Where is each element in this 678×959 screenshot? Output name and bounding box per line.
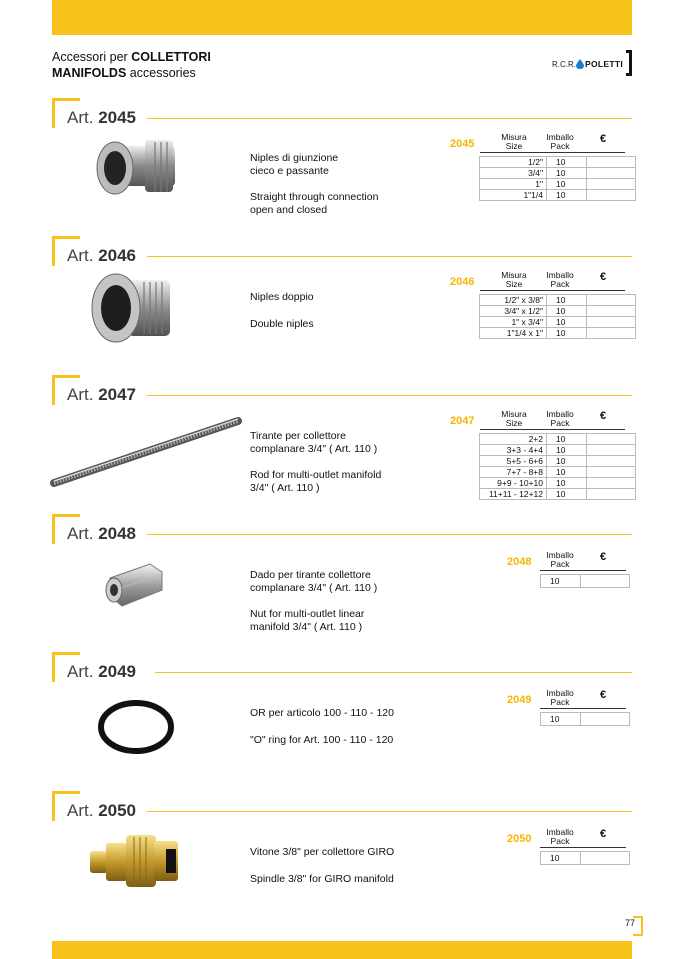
hex-nut-image [100,560,168,612]
article-title: Art. 2045 [67,108,137,127]
logo-bracket [626,50,632,76]
header-bold-it: COLLETTORI [131,50,211,64]
table-code: 2049 [507,694,532,706]
section-rule [147,256,632,257]
table-row: 1"1/4 10 [480,190,636,201]
table-row: 3/4" x 1/2" 10 [480,306,636,317]
table-row: 1/2" x 3/8" 10 [480,295,636,306]
table-row: 10 [541,713,630,726]
section-rule [147,811,632,812]
price-table [540,851,630,865]
table-code: 2050 [507,833,532,845]
price-table [540,574,630,588]
table-code: 2046 [450,276,475,288]
page-number: 77 [625,918,636,928]
table-row: 1" 10 [480,179,636,190]
size-header: Misura Size [501,409,527,428]
description: Dado per tirante collettore complanare 3/4" ( Art. 110 ) Nut for multi-outlet linear manifold 3/4" ( Art. 110 ) [250,569,378,633]
currency-header: € [600,828,607,840]
section-rule [147,118,632,119]
price-table [479,294,636,339]
pack-header: Imballo Pack [546,550,574,569]
currency-header: € [600,551,607,563]
table-row: 1"1/4 x 1" 10 [480,328,636,339]
article-title: Art. 2048 [67,524,137,543]
table-code: 2047 [450,415,475,427]
table-row: 9+9 - 10+10 10 [480,478,636,489]
price-table [479,433,636,500]
pack-header: Imballo Pack [546,827,574,846]
currency-header: € [600,271,607,283]
page-number-bracket [633,916,643,936]
header-suffix: accessories [126,66,196,80]
size-header: Misura Size [501,270,527,289]
table-row: 7+7 - 8+8 10 [480,467,636,478]
double-nipple-image [88,270,178,346]
bottom-accent-bar [52,941,632,959]
currency-header: € [600,689,607,701]
table-row: 5+5 - 6+6 10 [480,456,636,467]
description: Tirante per collettore complanare 3/4" ( Art. 110 ) Rod for multi-outlet manifold 3/4" ( Art. 110 ) [250,430,382,494]
table-header-rule [540,708,626,709]
logo-name: POLETTI [585,59,623,69]
description: Niples di giunzione cieco e passante Straight through connection open and closed [250,152,379,216]
pack-header: Imballo Pack [546,270,574,289]
currency-header: € [600,410,607,422]
o-ring-image [96,698,176,756]
article-title: Art. 2047 [67,385,137,404]
price-table [540,712,630,726]
company-logo [552,50,632,78]
article-title: Art. 2049 [67,662,137,681]
table-code: 2045 [450,138,475,150]
pack-header: Imballo Pack [546,688,574,707]
table-header-rule [480,290,625,291]
table-code: 2048 [507,556,532,568]
description: Niples doppio Double niples [250,291,314,330]
article-title: Art. 2050 [67,801,137,820]
table-row: 1" x 3/4" 10 [480,317,636,328]
section-rule [155,672,632,673]
table-row: 3/4" 10 [480,168,636,179]
table-row: 2+2 10 [480,434,636,445]
top-accent-bar [52,0,632,35]
nipple-fitting-image [93,136,185,200]
table-header-rule [480,429,625,430]
description: OR per articolo 100 - 110 - 120 "O" ring for Art. 100 - 110 - 120 [250,707,394,746]
pack-header: Imballo Pack [546,409,574,428]
threaded-rod-image [48,415,244,489]
table-row: 10 [541,575,630,588]
table-row: 11+11 - 12+12 10 [480,489,636,500]
section-rule [147,534,632,535]
price-table [479,156,636,201]
table-header-rule [540,847,626,848]
brass-spindle-image [88,829,184,893]
size-header: Misura Size [501,132,527,151]
pack-header: Imballo Pack [546,132,574,151]
table-header-rule [540,570,626,571]
currency-header: € [600,133,607,145]
header-prefix: Accessori per [52,50,132,64]
logo-prefix: R.C.R. [552,60,576,69]
water-drop-icon [576,59,584,69]
table-row: 10 [541,852,630,865]
section-rule [147,395,632,396]
description: Vitone 3/8" per collettore GIRO Spindle 3/8" for GIRO manifold [250,846,395,885]
page-header [52,49,211,81]
article-title: Art. 2046 [67,246,137,265]
table-row: 1/2" 10 [480,157,636,168]
table-row: 3+3 - 4+4 10 [480,445,636,456]
header-bold-en: MANIFOLDS [52,66,127,80]
table-header-rule [480,152,625,153]
